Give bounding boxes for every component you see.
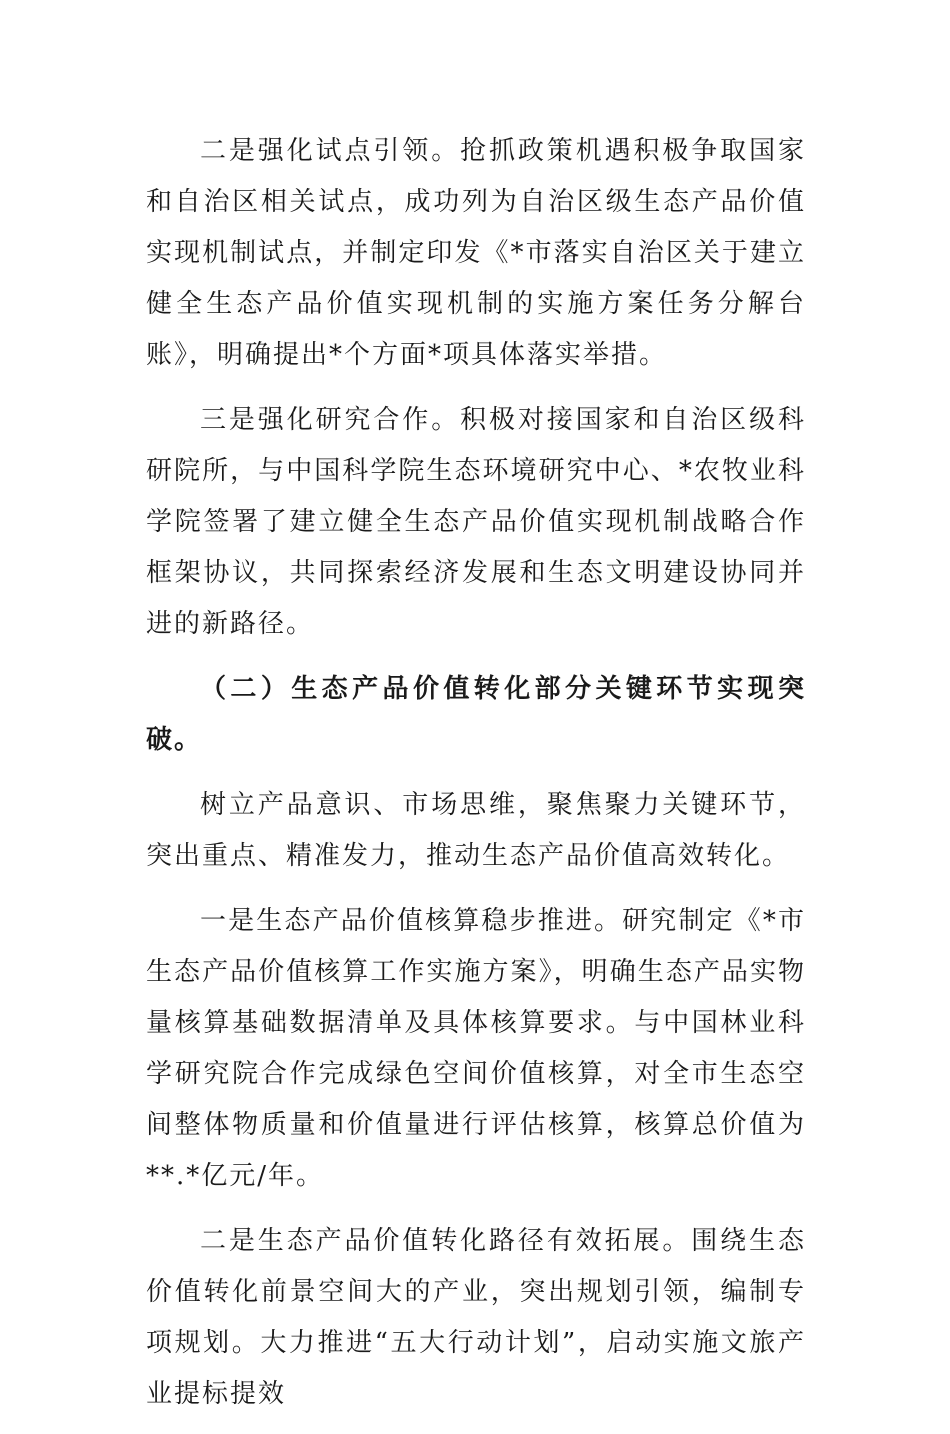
paragraph-conversion-paths: 二是生态产品价值转化路径有效拓展。围绕生态价值转化前景空间大的产业，突出规划引领，编制专项规划。大力推进“五大行动计划”，启动实施文旅产业提标提效 bbox=[146, 1226, 806, 1409]
paragraph-research-cooperation: 三是强化研究合作。积极对接国家和自治区级科研院所，与中国科学院生态环境研究中心、*农牧业科学院签署了建立健全生态产品价值实现机制战略合作框架协议，共同探索经济发展和生态文明建设协同并进的新路径。 bbox=[146, 405, 806, 639]
paragraph-pilot-leadership: 二是强化试点引领。抢抓政策机遇积极争取国家和自治区相关试点，成功列为自治区级生态产品价值实现机制试点，并制定印发《*市落实自治区关于建立健全生态产品价值实现机制的实施方案任务分解台账》，明确提出*个方面*项具体落实举措。 bbox=[146, 136, 806, 370]
section-heading: （二）生态产品价值转化部分关键环节实现突破。 bbox=[146, 674, 806, 755]
document-body bbox=[146, 126, 806, 1434]
paragraph-product-awareness: 树立产品意识、市场思维，聚焦聚力关键环节，突出重点、精准发力，推动生态产品价值高效转化。 bbox=[146, 790, 806, 871]
paragraph-value-accounting: 一是生态产品价值核算稳步推进。研究制定《*市生态产品价值核算工作实施方案》，明确生态产品实物量核算基础数据清单及具体核算要求。与中国林业科学研究院合作完成绿色空间价值核算，对全市生态空间整体物质量和价值量进行评估核算，核算总价值为**.*亿元/年。 bbox=[146, 906, 806, 1191]
